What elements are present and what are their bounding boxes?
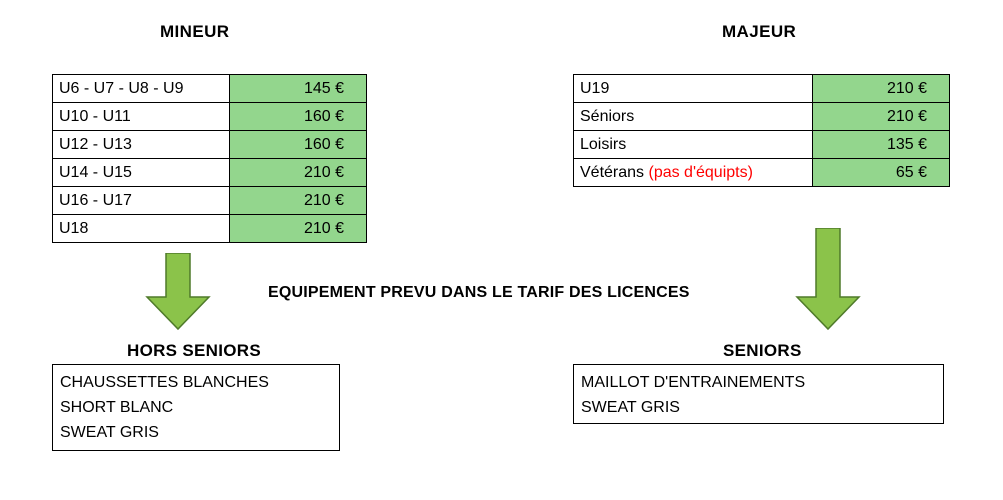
equipment-box-hors-seniors <box>52 364 340 451</box>
category-label: U16 - U17 <box>53 187 230 215</box>
category-price: 160 € <box>230 103 367 131</box>
category-price: 210 € <box>230 187 367 215</box>
box-heading-hors-seniors: HORS SENIORS <box>127 341 261 360</box>
list-item: SWEAT GRIS <box>60 424 159 441</box>
table-row <box>574 103 950 131</box>
category-price: 210 € <box>230 159 367 187</box>
column-heading-mineur: MINEUR <box>160 22 230 41</box>
category-price: 210 € <box>230 215 367 243</box>
category-price: 135 € <box>813 131 950 159</box>
arrow-down-icon <box>795 228 861 336</box>
list-item: SWEAT GRIS <box>581 399 680 416</box>
category-price: 145 € <box>230 75 367 103</box>
list-item: CHAUSSETTES BLANCHES <box>60 374 269 391</box>
list-item: MAILLOT D'ENTRAINEMENTS <box>581 374 806 391</box>
category-label-text: Vétérans <box>580 164 649 181</box>
equipment-box-seniors <box>573 364 944 424</box>
category-price: 210 € <box>813 103 950 131</box>
category-price: 160 € <box>230 131 367 159</box>
category-label-text: U19 <box>580 80 610 97</box>
category-note: (pas d'équipts) <box>648 164 753 181</box>
table-row <box>53 75 367 103</box>
table-row <box>53 187 367 215</box>
table-row <box>574 159 950 187</box>
category-price: 65 € <box>813 159 950 187</box>
category-label: U14 - U15 <box>53 159 230 187</box>
list-item: SHORT BLANC <box>60 399 174 416</box>
category-label <box>574 159 813 187</box>
table-row <box>53 103 367 131</box>
box-heading-seniors: SENIORS <box>723 341 802 360</box>
category-label-text: Loisirs <box>580 136 627 153</box>
arrow-down-icon <box>145 253 211 336</box>
column-heading-majeur: MAJEUR <box>722 22 797 41</box>
category-label: U18 <box>53 215 230 243</box>
category-label: U10 - U11 <box>53 103 230 131</box>
equipment-caption: EQUIPEMENT PREVU DANS LE TARIF DES LICENCES <box>268 284 690 301</box>
category-label-text: Séniors <box>580 108 635 125</box>
table-row <box>574 75 950 103</box>
price-table-majeur <box>573 74 950 187</box>
category-label <box>574 103 813 131</box>
category-price: 210 € <box>813 75 950 103</box>
table-row <box>53 215 367 243</box>
table-row <box>53 159 367 187</box>
table-row <box>574 131 950 159</box>
price-table-mineur <box>52 74 367 243</box>
category-label: U6 - U7 - U8 - U9 <box>53 75 230 103</box>
category-label <box>574 75 813 103</box>
table-row <box>53 131 367 159</box>
category-label <box>574 131 813 159</box>
category-label: U12 - U13 <box>53 131 230 159</box>
